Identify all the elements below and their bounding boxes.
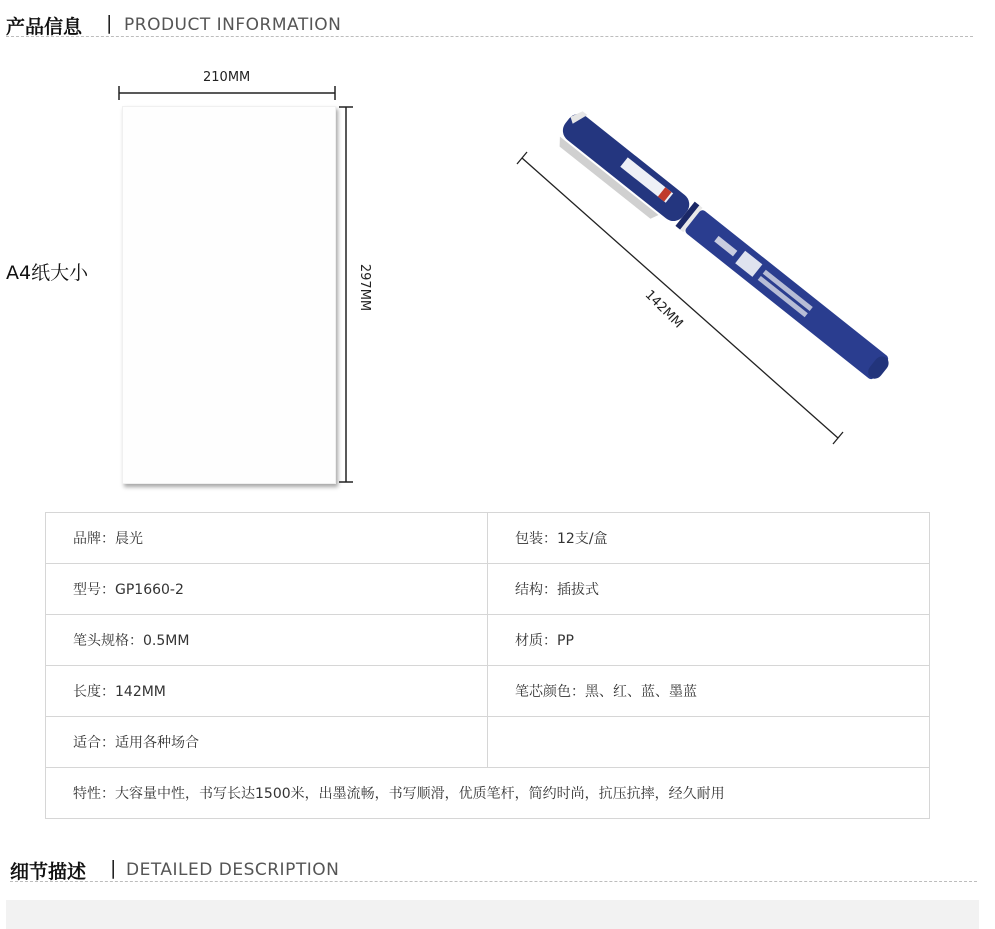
table-row [46,615,930,666]
paper-height-dimension-line [339,107,353,482]
table-row [46,513,930,564]
section-separator: | [106,12,113,34]
pen-length-label: 142MM [641,287,686,332]
feature-cell: 特性：大容量中性，书写长达1500米，出墨流畅，书写顺滑，优质笔杆，简约时尚，抗压抗摔，经久耐用 [46,768,930,819]
table-row [46,564,930,615]
spec-cell: 长度：142MM [46,666,488,717]
spec-cell: 材质：PP [488,615,930,666]
spec-cell: 型号：GP1660-2 [46,564,488,615]
spec-cell: 结构：插拔式 [488,564,930,615]
paper-width-label: 210MM [203,70,251,85]
spec-cell: 适合：适用各种场合 [46,717,488,768]
spec-table [45,512,930,819]
section-title-en: PRODUCT INFORMATION [124,15,342,35]
section-title-en: DETAILED DESCRIPTION [126,860,340,880]
spec-cell: 品牌：晨光 [46,513,488,564]
section-title-cn: 细节描述 [10,861,87,883]
table-row [46,717,930,768]
table-row [46,768,930,819]
gel-pen-image [552,107,894,391]
spec-cell: 包装：12支/盒 [488,513,930,564]
paper-height-label: 297MM [357,263,373,312]
spec-cell: 笔头规格：0.5MM [46,615,488,666]
section-title-cn: 产品信息 [6,16,83,38]
spec-cell [488,717,930,768]
detail-image-placeholder [6,900,979,929]
detailed-description-header [10,851,977,882]
spec-cell: 笔芯颜色：黑、红、蓝、墨蓝 [488,666,930,717]
section-separator: | [110,857,117,879]
paper-width-dimension-line [119,86,335,100]
table-row [46,666,930,717]
a4-size-label: A4纸大小 [6,262,89,284]
